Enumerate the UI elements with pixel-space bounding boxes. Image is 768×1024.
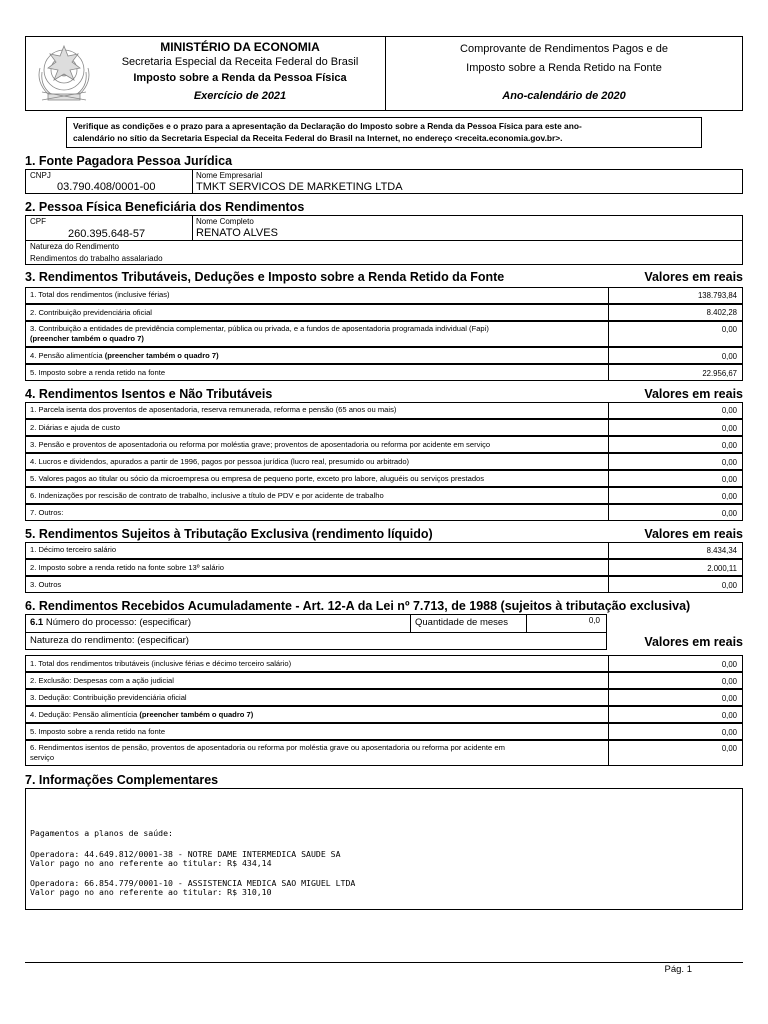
section-2-box (25, 215, 743, 265)
table-row: 2. Diárias e ajuda de custo 0,00 (25, 419, 743, 436)
row-value: 0,00 (721, 744, 737, 753)
row-value: 8.434,34 (706, 546, 737, 555)
info-line: Valor pago no ano referente ao titular: R$ 310,10 (30, 887, 272, 897)
income-nature-value: Rendimentos do trabalho assalariado (30, 254, 163, 263)
row-value: 0,00 (721, 325, 737, 334)
row-value: 22.956,67 (702, 369, 737, 378)
full-name-label: Nome Completo (196, 217, 254, 226)
tax-title: Imposto sobre a Renda da Pessoa Física (133, 72, 347, 84)
months-label: Quantidade de meses (415, 617, 508, 628)
full-name-value: RENATO ALVES (196, 227, 278, 239)
row-value: 0,00 (721, 509, 737, 518)
notice-line2: calendário no sítio da Secretaria Especial da Receita Federal do Brasil na Internet, no endereço <receita.economia.gov.br>. (73, 133, 563, 143)
info-line: Pagamentos a planos de saúde: (30, 828, 173, 838)
notice-line1: Verifique as condições e o prazo para a apresentação da Declaração do Imposto sobre a Renda da Pessoa Física para este ano- (73, 121, 582, 131)
row-value: 0,00 (721, 441, 737, 450)
row-value: 8.402,28 (706, 308, 737, 317)
row-value: 0,00 (721, 677, 737, 686)
table-row: 5. Imposto sobre a renda retido na fonte 22.956,67 (25, 364, 743, 381)
coat-of-arms-emblem (34, 42, 94, 104)
table-row: 2. Imposto sobre a renda retido na fonte sobre 13º salário 2.000,11 (25, 559, 743, 576)
cpf-label: CPF (30, 217, 46, 226)
footer-divider (25, 962, 743, 963)
section-4-currency-label: Valores em reais (644, 387, 743, 401)
row-value: 0,00 (721, 492, 737, 501)
table-row: 2. Exclusão: Despesas com a ação judicial 0,00 (25, 672, 743, 689)
section-6-title: 6. Rendimentos Recebidos Acumuladamente - Art. 12-A da Lei nº 7.713, de 1988 (sujeitos à tributação exclusiva) (25, 599, 691, 613)
row-value: 0,00 (721, 711, 737, 720)
table-row: 5. Imposto sobre a renda retido na fonte 0,00 (25, 723, 743, 740)
table-row: 4. Lucros e dividendos, apurados a partir de 1996, pagos por pessoa jurídica (lucro real, presumido ou arbitrado) 0,00 (25, 453, 743, 470)
company-name-value: TMKT SERVICOS DE MARKETING LTDA (196, 181, 403, 193)
row-value: 0,00 (721, 728, 737, 737)
complementary-info-box (25, 788, 743, 910)
table-row: 6. Indenizações por rescisão de contrato de trabalho, inclusive a título de PDV e por acidente de trabalho 0,00 (25, 487, 743, 504)
section-1-title: 1. Fonte Pagadora Pessoa Jurídica (25, 154, 233, 168)
cnpj-label: CNPJ (30, 171, 51, 180)
table-row: 5. Valores pagos ao titular ou sócio da microempresa ou empresa de pequeno porte, exceto pro labore, aluguéis ou serviços prestados 0,00 (25, 470, 743, 487)
cnpj-value: 03.790.408/0001-00 (57, 181, 156, 193)
row-value: 0,00 (721, 458, 737, 467)
section-3-title: 3. Rendimentos Tributáveis, Deduções e Imposto sobre a Renda Retido da Fonte (25, 270, 505, 284)
table-row: 4. Dedução: Pensão alimentícia (preencher também o quadro 7) 0,00 (25, 706, 743, 723)
process-box (25, 614, 607, 650)
info-line: Operadora: 44.649.812/0001-38 - NOTRE DAME INTERMEDICA SAUDE SA (30, 849, 341, 859)
row-value: 0,00 (721, 660, 737, 669)
info-line: Operadora: 66.854.779/0001-10 - ASSISTENCIA MEDICA SAO MIGUEL LTDA (30, 878, 356, 888)
months-value: 0,0 (588, 616, 600, 625)
section-7-title: 7. Informações Complementares (25, 773, 219, 787)
table-row: 4. Pensão alimentícia (preencher também o quadro 7) 0,00 (25, 347, 743, 364)
table-row: 3. Dedução: Contribuição previdenciária oficial 0,00 (25, 689, 743, 706)
ministry-title: MINISTÉRIO DA ECONOMIA (160, 40, 320, 54)
section-5-currency-label: Valores em reais (644, 527, 743, 541)
table-row: 1. Parcela isenta dos proventos de aposentadoria, reserva remunerada, reforma e pensão (65 anos ou mais) 0,00 (25, 402, 743, 419)
row-value: 138.793,84 (697, 291, 737, 300)
notice-box (66, 117, 702, 148)
section-6-currency-label: Valores em reais (644, 635, 743, 649)
row-value: 0,00 (721, 581, 737, 590)
table-row: 3. Pensão e proventos de aposentadoria ou reforma por moléstia grave; proventos de aposentadoria ou reforma por acidente em serviço 0,00 (25, 436, 743, 453)
page-number: Pág. 1 (664, 964, 692, 975)
row-value: 0,00 (721, 406, 737, 415)
section-1-box (25, 169, 743, 194)
table-row: 1. Total dos rendimentos (inclusive férias) 138.793,84 (25, 287, 743, 304)
income-nature-label: Natureza do Rendimento (30, 242, 119, 251)
table-row: 7. Outros: 0,00 (25, 504, 743, 521)
row-value: 0,00 (721, 475, 737, 484)
section-4-title: 4. Rendimentos Isentos e Não Tributáveis (25, 387, 273, 401)
info-line: Valor pago no ano referente ao titular: R$ 434,14 (30, 858, 272, 868)
process-number-label: 6.1 Número do processo: (especificar) (30, 617, 192, 628)
calendar-year: Ano-calendário de 2020 (502, 90, 626, 102)
section-5-title: 5. Rendimentos Sujeitos à Tributação Exclusiva (rendimento líquido) (25, 527, 433, 541)
row-value: 2.000,11 (707, 564, 737, 573)
secretariat-title: Secretaria Especial da Receita Federal do Brasil (121, 56, 359, 68)
table-row: 3. Contribuição a entidades de previdência complementar, pública ou privada, e a fundos de aposentadoria programada individual (Fapi) (preencher também o quadro 7) 0,00 (25, 321, 743, 347)
cpf-value: 260.395.648-57 (68, 228, 146, 240)
document-title-line2: Imposto sobre a Renda Retido na Fonte (466, 62, 662, 74)
nature-label: Natureza do rendimento: (especificar) (30, 635, 189, 646)
section-2-title: 2. Pessoa Física Beneficiária dos Rendimentos (25, 200, 305, 214)
table-row: 2. Contribuição previdenciária oficial 8.402,28 (25, 304, 743, 321)
row-value: 0,00 (721, 352, 737, 361)
table-row: 1. Total dos rendimentos tributáveis (inclusive férias e décimo terceiro salário) 0,00 (25, 655, 743, 672)
row-value: 0,00 (721, 424, 737, 433)
table-row: 6. Rendimentos isentos de pensão, proventos de aposentadoria ou reforma por moléstia grave ou aposentadoria ou reforma por acidente em serviço 0,00 (25, 740, 743, 766)
company-name-label: Nome Empresarial (196, 171, 263, 180)
table-row: 3. Outros 0,00 (25, 576, 743, 593)
exercise-year: Exercício de 2021 (193, 90, 287, 102)
row-value: 0,00 (721, 694, 737, 703)
table-row: 1. Décimo terceiro salário 8.434,34 (25, 542, 743, 559)
document-title-line1: Comprovante de Rendimentos Pagos e de (460, 43, 668, 55)
section-3-currency-label: Valores em reais (644, 270, 743, 284)
